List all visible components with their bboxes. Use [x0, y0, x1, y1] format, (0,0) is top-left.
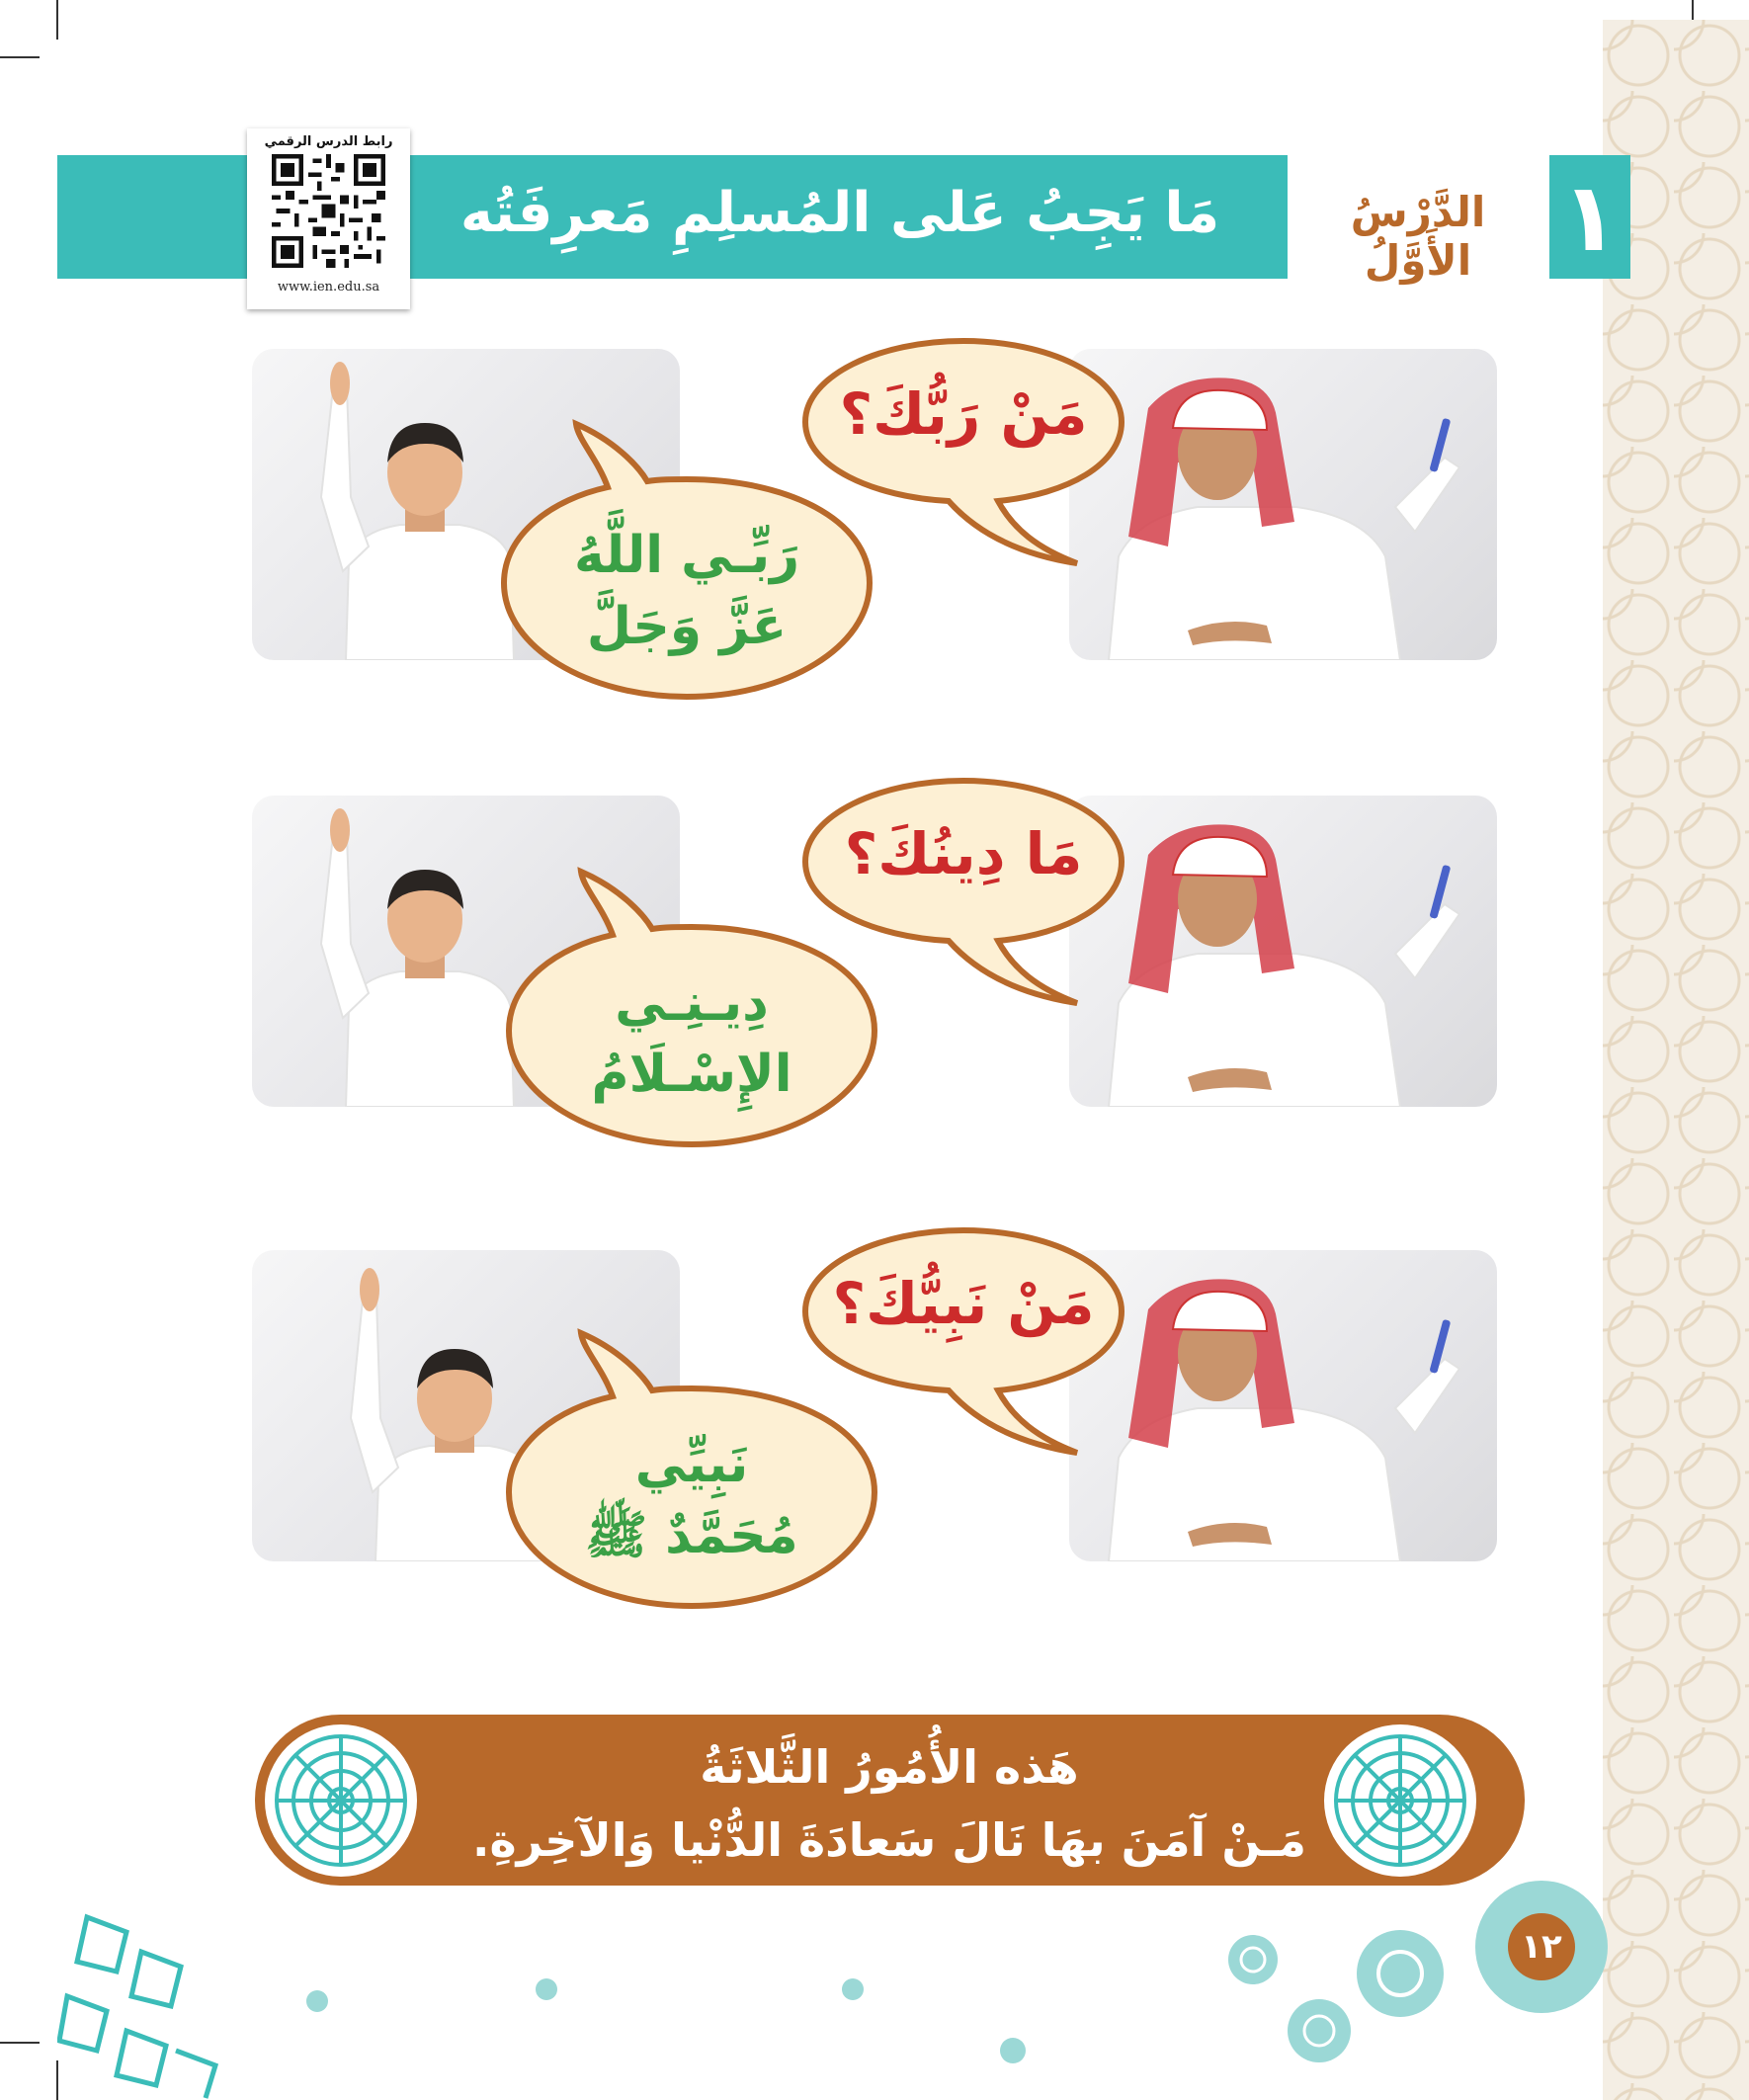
answer-line1: دِيـنِـي: [615, 973, 769, 1033]
lesson-title: مَا يَجِبُ عَلى المُسلِمِ مَعرِفَتُه: [459, 181, 1220, 245]
answer-bubble: [504, 868, 879, 1154]
side-decorative-pattern: [1603, 20, 1749, 2100]
teacher-figure: [1069, 349, 1497, 660]
crop-mark: [0, 2042, 40, 2044]
rosette-decoration-icon: [534, 1976, 559, 2002]
footer-line2: مَـنْ آمَنَ بهَا نَالَ سَعادَةَ الدُّنْيا وَالآخِرةِ.: [472, 1812, 1306, 1867]
geometric-pattern-icon: [57, 1902, 225, 2100]
answer-bubble: [499, 420, 874, 707]
teacher-photo: [1069, 1250, 1497, 1561]
qr-code-icon[interactable]: [272, 154, 385, 268]
qr-caption: رابط الدرس الرقمي: [264, 134, 393, 149]
rosette-decoration-icon: [1225, 1932, 1281, 1987]
teacher-figure: [1069, 796, 1497, 1107]
crop-mark: [0, 56, 40, 58]
page-number: [1487, 1892, 1596, 2001]
teacher-figure: [1069, 1250, 1497, 1561]
crop-mark: [56, 0, 58, 40]
lesson-label: الدَّرْسُ الأَوَّلُ: [1350, 188, 1486, 285]
answer-line1: رَبِّـي اللَّهُ: [573, 526, 800, 585]
question-text: مَا دِينُكَ؟: [844, 820, 1083, 887]
rosette-decoration-icon: [998, 2036, 1028, 2065]
page-number-text: ١٢: [1508, 1913, 1575, 1980]
answer-bubble: [504, 1329, 879, 1616]
teacher-photo: [1069, 349, 1497, 660]
answer-line2: مُحَمَّدٌ ﷺ: [585, 1506, 798, 1565]
question-text: مَنْ رَبُّكَ؟: [839, 380, 1088, 448]
medallion-left-icon: [262, 1722, 420, 1880]
footer-line1: هَذه الأُمُورُ الثَّلاثَةُ: [700, 1740, 1079, 1794]
rosette-decoration-icon: [1285, 1996, 1354, 2065]
answer-line2: الإِسْـلَامُ: [591, 1045, 792, 1104]
answer-line2: عَزَّ وَجَلَّ: [586, 597, 788, 656]
qr-card[interactable]: [247, 128, 410, 309]
answer-line1: نَبِيِّي: [634, 1435, 749, 1494]
question-text: مَنْ نَبِيُّكَ؟: [832, 1270, 1095, 1337]
rosette-decoration-icon: [840, 1976, 866, 2002]
teacher-photo: [1069, 796, 1497, 1107]
rosette-decoration-icon: [304, 1988, 330, 2014]
lesson-number: ١: [1549, 155, 1630, 279]
rosette-decoration-icon: [1354, 1927, 1448, 2021]
qr-url[interactable]: www.ien.edu.sa: [277, 280, 380, 294]
footer-text: [415, 1731, 1364, 1877]
